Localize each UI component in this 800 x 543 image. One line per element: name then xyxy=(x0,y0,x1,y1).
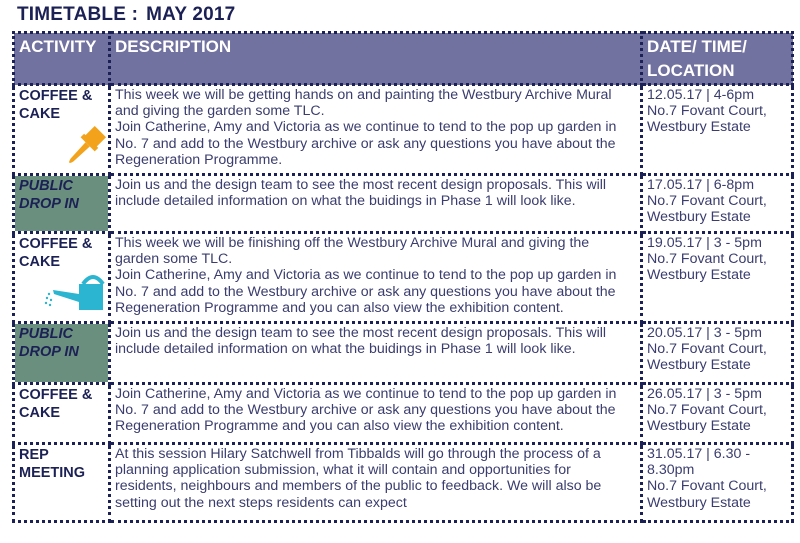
page-title xyxy=(17,4,235,26)
activity-label: REP MEETING xyxy=(19,447,86,481)
location: No.7 Fovant Court, Westbury Estate xyxy=(647,251,767,284)
date-cell xyxy=(642,175,793,233)
description-cell: Join us and the design team to see the most recent design proposals. This will include detailed information on what the buidings in Phase 1 will look like. xyxy=(110,175,642,233)
header-description: DESCRIPTION xyxy=(110,33,642,85)
location: No.7 Fovant Court, Westbury Estate xyxy=(647,341,767,374)
date-time: 12.05.17 | 4-6pm xyxy=(647,87,755,103)
table-row xyxy=(14,384,793,444)
date-cell xyxy=(642,233,793,323)
table-row xyxy=(14,85,793,175)
activity-cell xyxy=(14,85,110,175)
date-cell xyxy=(642,384,793,444)
date-cell xyxy=(642,444,793,522)
description-cell: Join us and the design team to see the most recent design proposals. This will include detailed information on what the buidings in Phase 1 will look like. xyxy=(110,323,642,384)
activity-cell xyxy=(14,175,110,233)
activity-label: COFFEE & CAKE xyxy=(19,88,93,122)
location: No.7 Fovant Court, Westbury Estate xyxy=(647,402,767,435)
paintbrush-icon xyxy=(57,124,107,176)
timetable xyxy=(12,31,794,523)
activity-label: COFFEE & CAKE xyxy=(19,236,93,270)
table-row xyxy=(14,175,793,233)
header-activity: ACTIVITY xyxy=(14,33,110,85)
description-cell: This week we will be finishing off the Westbury Archive Mural and giving the garden some TLC. Join Catherine, Amy and Victoria as we continue to tend to the pop up garden in No. 7 and add to the Westbury archive or ask any questions you have about the Regeneration Programme and you can also view the exhibition content. xyxy=(110,233,642,323)
activity-cell xyxy=(14,233,110,323)
table-row xyxy=(14,444,793,522)
activity-label: PUBLIC DROP IN xyxy=(19,326,79,360)
description-cell: Join Catherine, Amy and Victoria as we continue to tend to the pop up garden in No. 7 and add to the Westbury archive or ask any questions you have about the Regeneration Programme and you can also view the exhibition content. xyxy=(110,384,642,444)
activity-label: PUBLIC DROP IN xyxy=(19,178,79,212)
title-label: TIMETABLE : xyxy=(17,4,139,25)
activity-cell xyxy=(14,444,110,522)
watering-can-icon xyxy=(43,270,113,316)
date-time: 19.05.17 | 3 - 5pm xyxy=(647,235,762,251)
header-date: DATE/ TIME/ LOCATION xyxy=(642,33,793,85)
date-time: 26.05.17 | 3 - 5pm xyxy=(647,386,762,402)
table-row xyxy=(14,323,793,384)
description-cell: At this session Hilary Satchwell from Tibbalds will go through the process of a planning application submission, what it will contain and opportunities for residents, neighbours and members of the public to feedback. We will also be setting out the next steps residents can expect xyxy=(110,444,642,522)
activity-cell xyxy=(14,323,110,384)
title-month: MAY 2017 xyxy=(146,4,236,25)
date-cell xyxy=(642,323,793,384)
location: No.7 Fovant Court, Westbury Estate xyxy=(647,193,767,226)
date-time: 31.05.17 | 6.30 - 8.30pm xyxy=(647,446,751,479)
activity-label: COFFEE & CAKE xyxy=(19,387,93,421)
date-time: 17.05.17 | 6-8pm xyxy=(647,177,755,193)
description-cell: This week we will be getting hands on and painting the Westbury Archive Mural and giving the garden some TLC. Join Catherine, Amy and Victoria as we continue to tend to the pop up garden in No. 7 and add to the Westbury archive or ask any questions you have about the Regeneration Programme. xyxy=(110,85,642,175)
location: No.7 Fovant Court, Westbury Estate xyxy=(647,103,767,136)
activity-cell xyxy=(14,384,110,444)
table-row xyxy=(14,233,793,323)
location: No.7 Fovant Court, Westbury Estate xyxy=(647,478,767,511)
header-row xyxy=(14,33,793,85)
date-cell xyxy=(642,85,793,175)
date-time: 20.05.17 | 3 - 5pm xyxy=(647,325,762,341)
